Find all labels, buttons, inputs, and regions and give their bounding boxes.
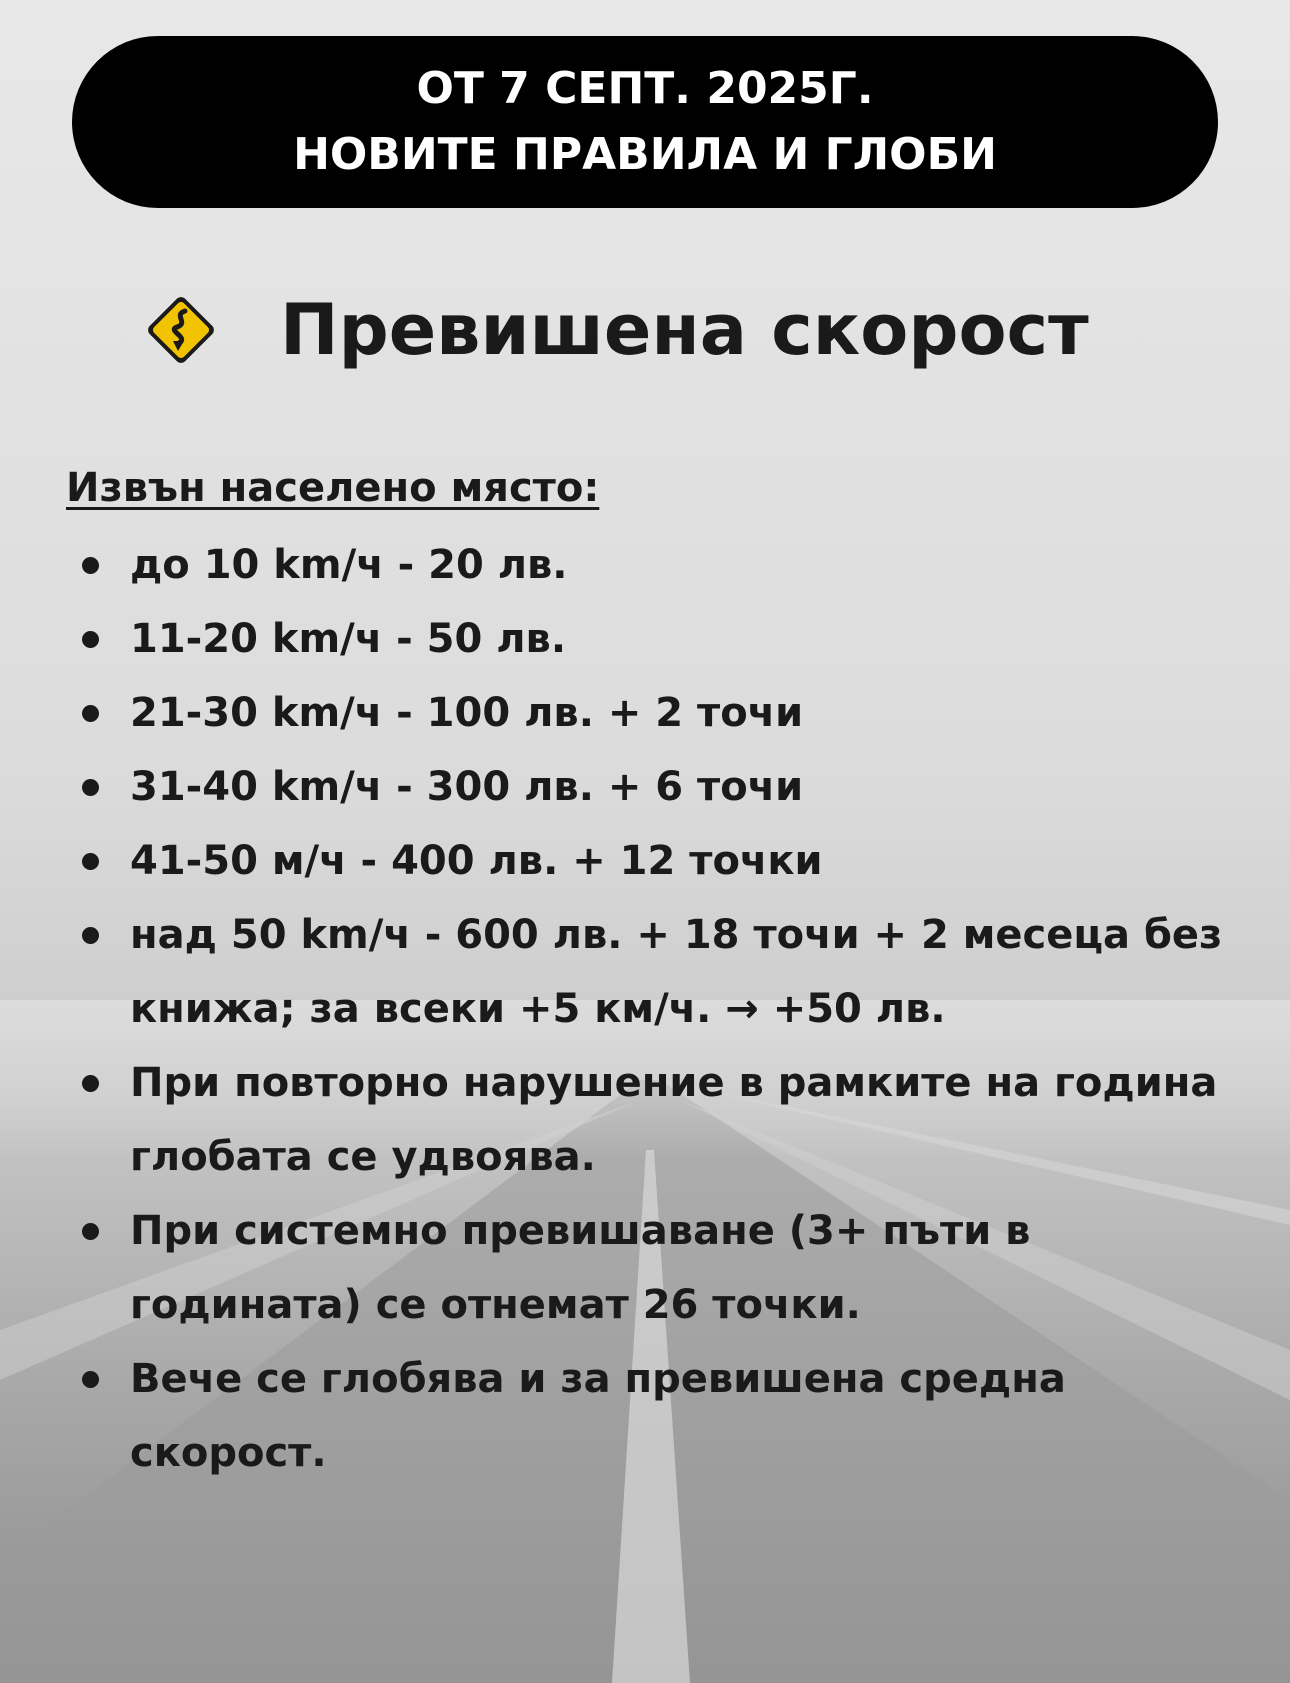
bullet-icon	[82, 779, 99, 796]
rule-item	[78, 528, 1238, 602]
rule-item	[78, 1194, 1238, 1342]
bullet-icon	[82, 705, 99, 722]
rule-text: При повторно нарушение в рамките на година глобата се удвоява.	[130, 1060, 1218, 1180]
rule-text: 31-40 km/ч - 300 лв. + 6 точи	[130, 764, 804, 810]
bullet-icon	[82, 557, 99, 574]
rule-item	[78, 1342, 1238, 1490]
page-title: Превишена скорост	[280, 289, 1089, 371]
section-subtitle: Извън населено място:	[66, 465, 600, 511]
banner-date-line: ОТ 7 СЕПТ. 2025Г.	[416, 63, 874, 114]
rule-text: над 50 km/ч - 600 лв. + 18 точи + 2 месеца без книжа; за всеки +5 км/ч. → +50 лв.	[130, 912, 1223, 1032]
bullet-icon	[82, 1223, 99, 1240]
rule-text: 41-50 м/ч - 400 лв. + 12 точки	[130, 838, 823, 884]
rule-text: При системно превишаване (3+ пъти в годината) се отнемат 26 точки.	[130, 1208, 1031, 1328]
bullet-icon	[82, 853, 99, 870]
rule-item	[78, 750, 1238, 824]
section-heading	[140, 280, 1089, 380]
bullet-icon	[82, 1075, 99, 1092]
rule-text: Вече се глобява и за превишена средна скорост.	[130, 1356, 1066, 1476]
rule-text: до 10 km/ч - 20 лв.	[130, 542, 568, 588]
rule-item	[78, 824, 1238, 898]
rule-text: 11-20 km/ч - 50 лв.	[130, 616, 567, 662]
rule-text: 21-30 km/ч - 100 лв. + 2 точи	[130, 690, 804, 736]
bullet-icon	[82, 631, 99, 648]
banner-title-line: НОВИТЕ ПРАВИЛА И ГЛОБИ	[293, 129, 997, 180]
rule-item	[78, 898, 1238, 1046]
rule-item	[78, 602, 1238, 676]
date-banner	[72, 36, 1218, 208]
rule-item	[78, 1046, 1238, 1194]
bullet-icon	[82, 1371, 99, 1388]
bullet-icon	[82, 927, 99, 944]
rule-item	[78, 676, 1238, 750]
winding-road-sign-icon	[140, 289, 222, 371]
rules-list	[78, 528, 1238, 1490]
